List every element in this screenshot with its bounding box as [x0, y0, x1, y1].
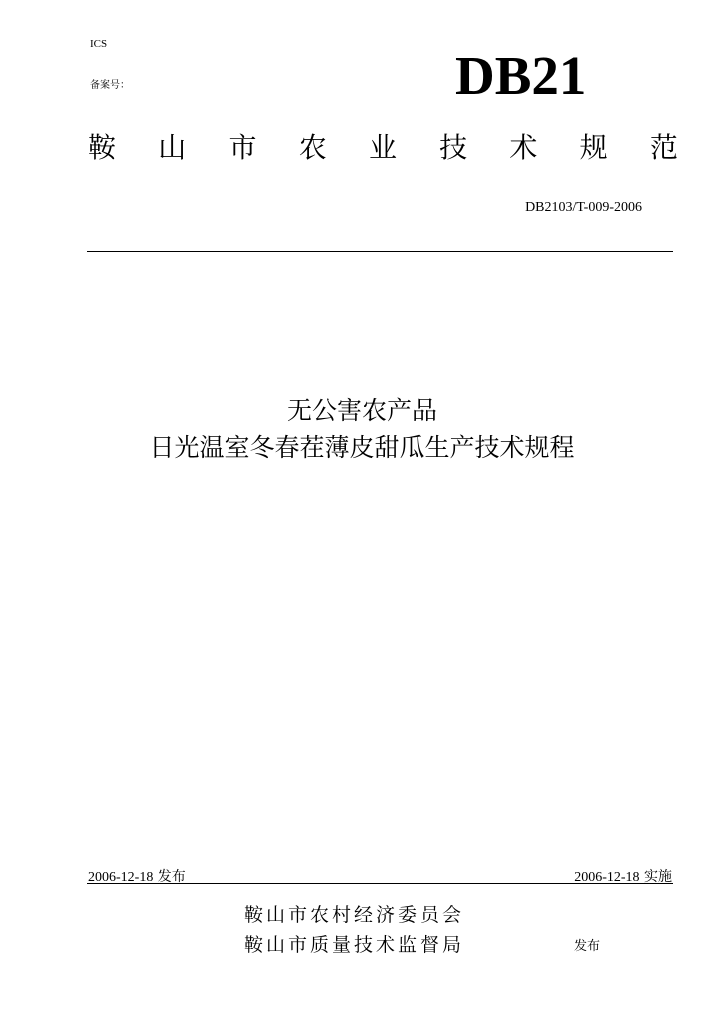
category-char: 技 [439, 131, 468, 164]
category-char: 山 [158, 131, 187, 164]
ics-label: ICS [90, 38, 108, 50]
header-divider [87, 251, 673, 252]
implement-date: 2006-12-18 [574, 870, 640, 885]
issuer-line-1: 鞍山市农村经济委员会 [244, 904, 465, 926]
standard-code: DB21 [455, 45, 587, 106]
document-title-line-2: 日光温室冬春茬薄皮甜瓜生产技术规程 [149, 433, 575, 462]
publish-word: 发布 [157, 869, 186, 885]
category-char: 范 [649, 131, 678, 164]
implement-word: 实施 [644, 869, 672, 885]
category-char: 规 [579, 131, 608, 164]
footer-divider [87, 883, 673, 884]
category-char: 鞍 [88, 131, 117, 164]
category-char: 农 [298, 131, 327, 164]
standard-category-title [88, 131, 678, 164]
publish-date: 2006-12-18 [88, 870, 154, 885]
record-number-label: 备案号： [90, 80, 130, 91]
category-char: 市 [228, 131, 257, 164]
category-char: 术 [509, 131, 538, 164]
category-char: 业 [368, 131, 397, 164]
document-title-line-1: 无公害农产品 [286, 396, 437, 425]
issuer-line-2: 鞍山市质量技术监督局 [244, 934, 465, 956]
standard-number: DB2103/T-009-2006 [525, 200, 642, 215]
issue-word: 发布 [574, 939, 601, 954]
